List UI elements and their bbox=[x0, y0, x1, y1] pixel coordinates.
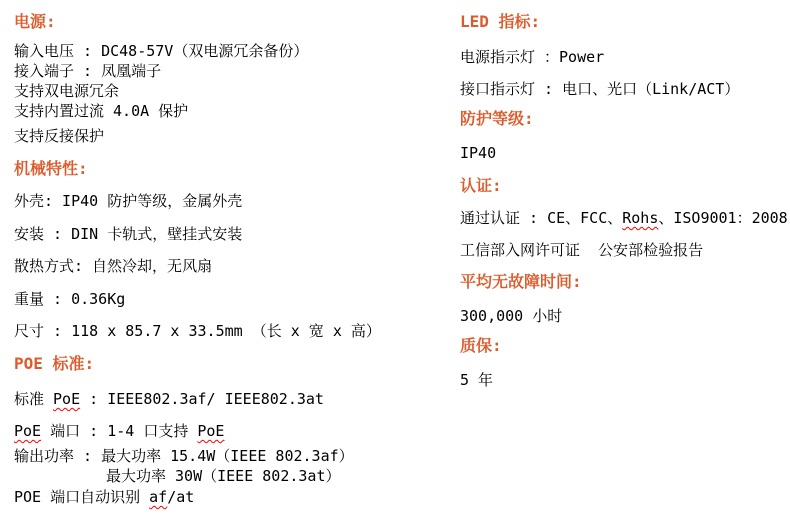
spec-line-reverse-protection: 支持反接保护 bbox=[14, 127, 105, 145]
spec-text: : IEEE802.3af/ IEEE802.3at bbox=[80, 390, 324, 408]
spec-text: 通过认证 : CE、FCC、 bbox=[460, 209, 623, 227]
spec-text: 端口 : 1-4 口支持 bbox=[41, 422, 198, 440]
section-heading-protection-rating: 防护等级: bbox=[460, 109, 534, 128]
section-heading-led: LED 指标: bbox=[460, 12, 541, 31]
spec-line-certifications bbox=[460, 208, 786, 228]
spec-line-overcurrent-protection: 支持内置过流 4.0A 保护 bbox=[14, 102, 189, 120]
misspelled-word: af bbox=[149, 488, 168, 506]
spec-line-port-indicator: 接口指示灯 : 电口、光口（Link/ACT） bbox=[460, 80, 740, 98]
spec-line-mounting: 安装 : DIN 卡轨式，壁挂式安装 bbox=[14, 225, 243, 243]
left-column bbox=[14, 14, 454, 507]
section-heading-certification: 认证: bbox=[460, 176, 502, 195]
spec-line-cooling: 散热方式: 自然冷却，无风扇 bbox=[14, 257, 213, 275]
spec-line-dimensions: 尺寸 : 118 x 85.7 x 33.5mm （长 x 宽 x 高） bbox=[14, 322, 381, 340]
spec-text: 、ISO9001：2008 bbox=[658, 209, 788, 227]
spec-line-ip-rating: IP40 bbox=[460, 144, 497, 162]
spec-line-poe-standard bbox=[14, 389, 454, 409]
spec-text: /at bbox=[167, 488, 195, 506]
section-heading-mtbf: 平均无故障时间: bbox=[460, 272, 582, 291]
spec-line-mtbf-hours: 300,000 小时 bbox=[460, 307, 563, 325]
spec-line-enclosure: 外壳: IP40 防护等级，金属外壳 bbox=[14, 192, 243, 210]
section-heading-mechanical: 机械特性: bbox=[14, 159, 88, 178]
spec-line-output-power-2: 最大功率 30W（IEEE 802.3at） bbox=[106, 467, 341, 485]
misspelled-word: PoE bbox=[197, 422, 225, 440]
misspelled-word: PoE bbox=[53, 390, 81, 408]
spec-line-warranty-years: 5 年 bbox=[460, 371, 494, 389]
spec-line-poe-ports bbox=[14, 421, 454, 441]
spec-line-licenses: 工信部入网许可证 公安部检验报告 bbox=[460, 241, 704, 259]
spec-line-power-indicator: 电源指示灯 ：Power bbox=[460, 48, 605, 66]
spec-line-input-voltage: 输入电压 : DC48-57V（双电源冗余备份） bbox=[14, 42, 309, 60]
right-column bbox=[460, 14, 786, 390]
spec-line-weight: 重量 : 0.36Kg bbox=[14, 290, 126, 308]
spec-line-poe-auto-detect bbox=[14, 487, 454, 507]
spec-line-dual-power-redundancy: 支持双电源冗余 bbox=[14, 82, 120, 100]
spec-text: 标准 bbox=[14, 390, 54, 408]
spec-line-terminal: 接入端子 : 凤凰端子 bbox=[14, 62, 162, 80]
misspelled-word: Rohs bbox=[622, 209, 659, 227]
misspelled-word: PoE bbox=[14, 422, 42, 440]
section-heading-power: 电源: bbox=[14, 12, 56, 31]
section-heading-poe-standard: POE 标准: bbox=[14, 354, 95, 373]
section-heading-warranty: 质保: bbox=[460, 336, 502, 355]
spec-text: POE 端口自动识别 bbox=[14, 488, 150, 506]
spec-line-output-power-1: 输出功率 : 最大功率 15.4W（IEEE 802.3af） bbox=[14, 447, 354, 465]
